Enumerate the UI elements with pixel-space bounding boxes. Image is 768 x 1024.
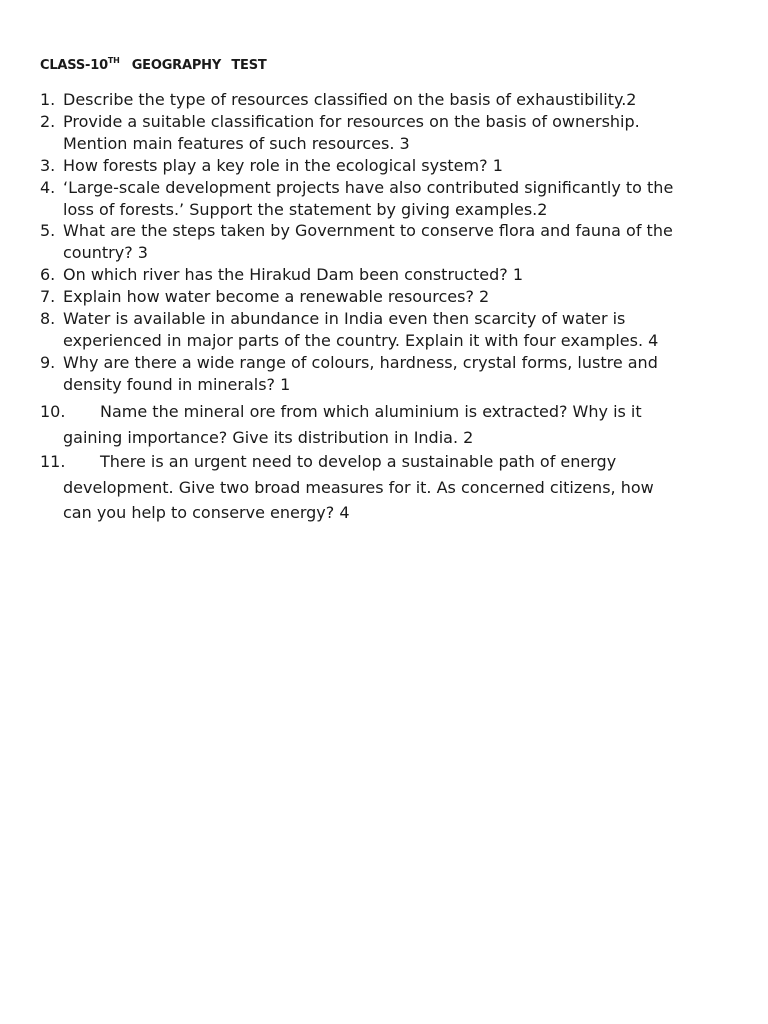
question-1 bbox=[40, 89, 730, 111]
question-10 bbox=[40, 399, 730, 450]
question-number: 4. bbox=[40, 178, 56, 197]
question-number: 2. bbox=[40, 112, 56, 131]
question-text-line: can you help to conserve energy? 4 bbox=[63, 503, 350, 522]
question-number: 7. bbox=[40, 287, 56, 306]
question-11 bbox=[40, 449, 730, 526]
question-text-line: ‘Large-scale development projects have also contributed significantly to the bbox=[63, 178, 674, 197]
question-2 bbox=[40, 111, 730, 155]
question-number: 10. bbox=[40, 402, 66, 421]
question-3 bbox=[40, 155, 730, 177]
question-9 bbox=[40, 352, 730, 396]
question-number: 6. bbox=[40, 265, 56, 284]
question-text-line: Mention main features of such resources. 3 bbox=[63, 134, 410, 153]
question-text-line: What are the steps taken by Government to conserve flora and fauna of the bbox=[63, 221, 673, 240]
question-number: 1. bbox=[40, 90, 56, 109]
question-7 bbox=[40, 286, 730, 308]
question-number: 8. bbox=[40, 309, 56, 328]
class-label: CLASS-10 bbox=[40, 58, 108, 73]
question-6 bbox=[40, 264, 730, 286]
question-text-line: There is an urgent need to develop a sustainable path of energy bbox=[100, 452, 617, 471]
subject-label: GEOGRAPHY bbox=[131, 58, 222, 73]
question-text-line: Describe the type of resources classified on the basis of exhaustibility.2 bbox=[63, 90, 637, 109]
question-number: 11. bbox=[40, 452, 66, 471]
question-5 bbox=[40, 220, 730, 264]
question-number: 9. bbox=[40, 353, 56, 372]
question-text-line: density found in minerals? 1 bbox=[63, 375, 291, 394]
question-text-line: Provide a suitable classification for resources on the basis of ownership. bbox=[63, 112, 640, 131]
question-text-line: gaining importance? Give its distribution in India. 2 bbox=[63, 427, 474, 447]
question-text-line: On which river has the Hirakud Dam been constructed? 1 bbox=[63, 265, 523, 284]
question-text-line: loss of forests.’ Support the statement by giving examples.2 bbox=[63, 200, 548, 219]
question-number: 3. bbox=[40, 156, 56, 175]
question-8 bbox=[40, 308, 730, 352]
question-text-line: experienced in major parts of the country. Explain it with four examples. 4 bbox=[63, 331, 659, 350]
test-title bbox=[40, 58, 267, 73]
question-text-line: How forests play a key role in the ecological system? 1 bbox=[63, 156, 503, 175]
question-text-line: Explain how water become a renewable resources? 2 bbox=[63, 287, 490, 306]
test-label: TEST bbox=[231, 58, 267, 73]
question-number: 5. bbox=[40, 221, 56, 240]
question-text-line: Why are there a wide range of colours, hardness, crystal forms, lustre and bbox=[63, 353, 658, 372]
question-text-line: development. Give two broad measures for it. As concerned citizens, how bbox=[63, 477, 654, 497]
question-text-line: country? 3 bbox=[63, 243, 148, 262]
question-text-line: Name the mineral ore from which aluminium is extracted? Why is it bbox=[100, 402, 642, 421]
class-superscript: TH bbox=[107, 56, 120, 65]
question-4 bbox=[40, 177, 730, 221]
question-text-line: Water is available in abundance in India even then scarcity of water is bbox=[63, 309, 626, 328]
